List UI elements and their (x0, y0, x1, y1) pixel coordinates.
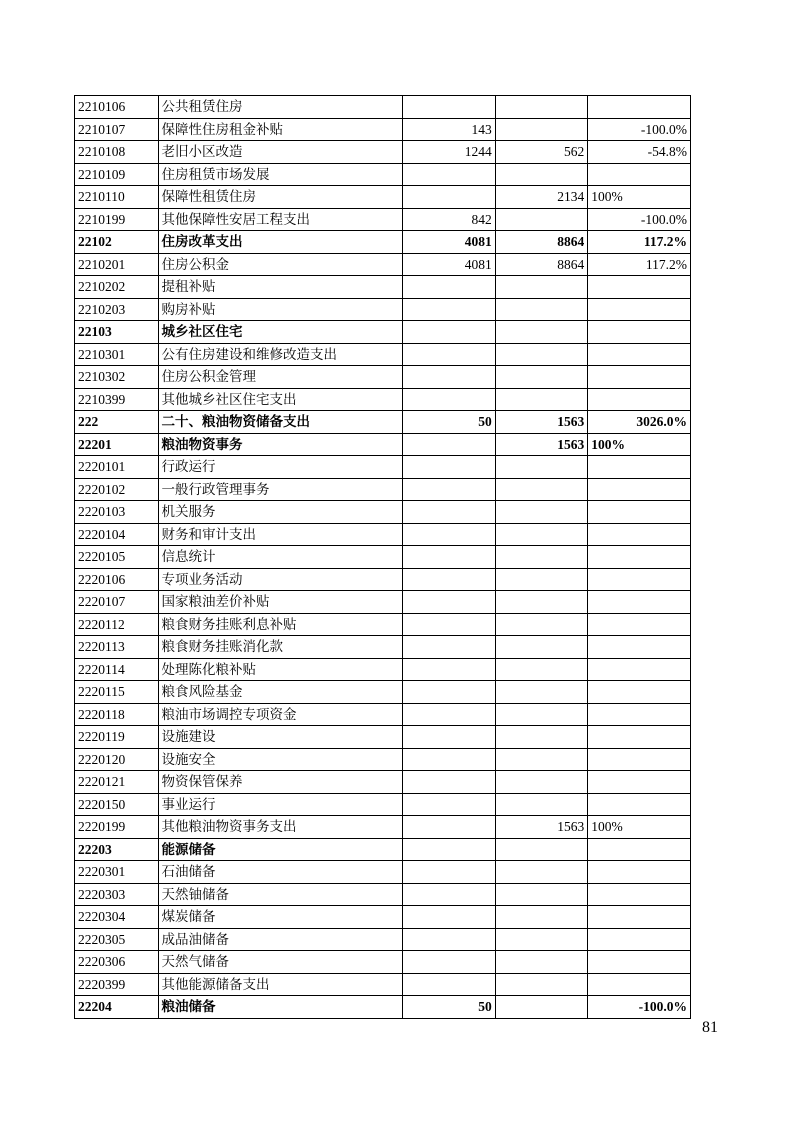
cell-name: 二十、粮油物资储备支出 (158, 411, 403, 434)
cell-change-rate (588, 861, 691, 884)
table-row (75, 726, 691, 749)
cell-code: 2210109 (75, 163, 159, 186)
cell-amount-prev (403, 343, 496, 366)
cell-change-rate (588, 973, 691, 996)
table-row (75, 163, 691, 186)
table-row (75, 523, 691, 546)
budget-table (74, 95, 691, 1019)
table-row (75, 253, 691, 276)
cell-change-rate: 117.2% (588, 253, 691, 276)
cell-amount-curr (495, 456, 588, 479)
cell-code: 2220399 (75, 973, 159, 996)
table-row (75, 321, 691, 344)
cell-amount-curr (495, 298, 588, 321)
table-row (75, 568, 691, 591)
cell-name: 老旧小区改造 (158, 141, 403, 164)
cell-code: 2220101 (75, 456, 159, 479)
cell-amount-prev (403, 838, 496, 861)
cell-name: 购房补贴 (158, 298, 403, 321)
cell-change-rate (588, 591, 691, 614)
cell-amount-prev (403, 478, 496, 501)
cell-change-rate: 3026.0% (588, 411, 691, 434)
cell-amount-curr (495, 996, 588, 1019)
table-row (75, 748, 691, 771)
cell-amount-prev (403, 928, 496, 951)
cell-name: 其他城乡社区住宅支出 (158, 388, 403, 411)
cell-name: 公有住房建设和维修改造支出 (158, 343, 403, 366)
cell-amount-curr (495, 118, 588, 141)
cell-change-rate (588, 321, 691, 344)
cell-amount-prev (403, 816, 496, 839)
cell-amount-curr (495, 208, 588, 231)
cell-code: 2210107 (75, 118, 159, 141)
cell-amount-prev (403, 186, 496, 209)
cell-amount-curr (495, 703, 588, 726)
cell-amount-prev (403, 726, 496, 749)
cell-code: 2220301 (75, 861, 159, 884)
cell-code: 2220121 (75, 771, 159, 794)
cell-name: 保障性住房租金补贴 (158, 118, 403, 141)
cell-code: 2210301 (75, 343, 159, 366)
cell-amount-prev: 50 (403, 411, 496, 434)
cell-name: 住房公积金 (158, 253, 403, 276)
cell-name: 粮油物资事务 (158, 433, 403, 456)
cell-name: 粮食风险基金 (158, 681, 403, 704)
cell-amount-prev (403, 703, 496, 726)
cell-amount-prev (403, 613, 496, 636)
cell-amount-prev (403, 861, 496, 884)
cell-amount-prev (403, 636, 496, 659)
cell-amount-prev (403, 951, 496, 974)
cell-amount-curr (495, 951, 588, 974)
table-row (75, 906, 691, 929)
cell-amount-curr (495, 613, 588, 636)
table-row (75, 793, 691, 816)
table-row (75, 681, 691, 704)
cell-name: 天然铀储备 (158, 883, 403, 906)
cell-amount-curr (495, 771, 588, 794)
table-row (75, 591, 691, 614)
cell-change-rate (588, 771, 691, 794)
table-row (75, 433, 691, 456)
cell-code: 2220119 (75, 726, 159, 749)
cell-change-rate (588, 298, 691, 321)
cell-code: 2210110 (75, 186, 159, 209)
table-row (75, 636, 691, 659)
cell-code: 22203 (75, 838, 159, 861)
cell-amount-curr (495, 276, 588, 299)
cell-code: 2220120 (75, 748, 159, 771)
table-row (75, 411, 691, 434)
cell-name: 粮食财务挂账消化款 (158, 636, 403, 659)
cell-amount-curr (495, 546, 588, 569)
table-row (75, 816, 691, 839)
cell-amount-curr (495, 96, 588, 119)
cell-amount-curr (495, 928, 588, 951)
table-row (75, 186, 691, 209)
cell-name: 成品油储备 (158, 928, 403, 951)
cell-code: 2210202 (75, 276, 159, 299)
cell-change-rate: -54.8% (588, 141, 691, 164)
cell-amount-prev (403, 388, 496, 411)
cell-code: 2210106 (75, 96, 159, 119)
cell-name: 住房租赁市场发展 (158, 163, 403, 186)
cell-change-rate (588, 568, 691, 591)
cell-change-rate (588, 276, 691, 299)
cell-amount-curr (495, 793, 588, 816)
cell-code: 22201 (75, 433, 159, 456)
cell-change-rate (588, 928, 691, 951)
cell-name: 国家粮油差价补贴 (158, 591, 403, 614)
table-body (75, 96, 691, 1019)
cell-code: 2220114 (75, 658, 159, 681)
cell-name: 一般行政管理事务 (158, 478, 403, 501)
table-row (75, 96, 691, 119)
cell-code: 2220305 (75, 928, 159, 951)
cell-amount-curr: 1563 (495, 816, 588, 839)
table-row (75, 928, 691, 951)
cell-code: 2220306 (75, 951, 159, 974)
table-row (75, 478, 691, 501)
cell-code: 2220303 (75, 883, 159, 906)
cell-change-rate (588, 838, 691, 861)
cell-amount-prev (403, 906, 496, 929)
cell-amount-curr (495, 861, 588, 884)
cell-name: 粮油储备 (158, 996, 403, 1019)
table-row (75, 501, 691, 524)
cell-code: 2220150 (75, 793, 159, 816)
table-row (75, 141, 691, 164)
cell-name: 石油储备 (158, 861, 403, 884)
page-number: 81 (702, 1019, 718, 1036)
cell-code: 2210203 (75, 298, 159, 321)
cell-amount-curr (495, 523, 588, 546)
cell-change-rate (588, 658, 691, 681)
cell-code: 2210302 (75, 366, 159, 389)
cell-amount-curr: 2134 (495, 186, 588, 209)
cell-amount-curr (495, 591, 588, 614)
cell-amount-curr (495, 726, 588, 749)
cell-code: 2220104 (75, 523, 159, 546)
cell-change-rate: 100% (588, 816, 691, 839)
cell-amount-curr (495, 343, 588, 366)
cell-amount-prev (403, 276, 496, 299)
table-row (75, 973, 691, 996)
cell-amount-prev (403, 658, 496, 681)
cell-change-rate: 100% (588, 433, 691, 456)
cell-amount-prev (403, 96, 496, 119)
cell-change-rate (588, 681, 691, 704)
cell-amount-prev (403, 591, 496, 614)
table-row (75, 883, 691, 906)
cell-amount-curr (495, 658, 588, 681)
cell-code: 2220304 (75, 906, 159, 929)
cell-amount-curr (495, 748, 588, 771)
cell-change-rate (588, 636, 691, 659)
cell-name: 粮食财务挂账利息补贴 (158, 613, 403, 636)
cell-name: 住房公积金管理 (158, 366, 403, 389)
cell-amount-prev (403, 433, 496, 456)
cell-amount-prev: 4081 (403, 231, 496, 254)
cell-amount-prev (403, 748, 496, 771)
table-row (75, 703, 691, 726)
cell-amount-prev (403, 523, 496, 546)
cell-change-rate (588, 456, 691, 479)
table-row (75, 208, 691, 231)
cell-name: 物资保管保养 (158, 771, 403, 794)
table-row (75, 456, 691, 479)
cell-code: 2220103 (75, 501, 159, 524)
cell-code: 2210399 (75, 388, 159, 411)
cell-change-rate: -100.0% (588, 996, 691, 1019)
table-row (75, 366, 691, 389)
cell-change-rate (588, 96, 691, 119)
cell-amount-curr (495, 163, 588, 186)
cell-amount-prev: 143 (403, 118, 496, 141)
cell-code: 22204 (75, 996, 159, 1019)
cell-name: 保障性租赁住房 (158, 186, 403, 209)
cell-amount-prev (403, 771, 496, 794)
table-row (75, 861, 691, 884)
cell-name: 专项业务活动 (158, 568, 403, 591)
cell-change-rate (588, 546, 691, 569)
cell-name: 设施安全 (158, 748, 403, 771)
table-row (75, 996, 691, 1019)
cell-name: 行政运行 (158, 456, 403, 479)
cell-change-rate (588, 906, 691, 929)
table-row (75, 388, 691, 411)
cell-amount-prev: 842 (403, 208, 496, 231)
cell-code: 2220115 (75, 681, 159, 704)
table-row (75, 546, 691, 569)
cell-amount-curr (495, 973, 588, 996)
cell-amount-curr: 1563 (495, 433, 588, 456)
cell-name: 能源储备 (158, 838, 403, 861)
cell-amount-curr (495, 478, 588, 501)
cell-code: 2220112 (75, 613, 159, 636)
cell-change-rate: -100.0% (588, 118, 691, 141)
cell-change-rate (588, 703, 691, 726)
table-row (75, 658, 691, 681)
cell-amount-curr: 8864 (495, 253, 588, 276)
cell-name: 其他能源储备支出 (158, 973, 403, 996)
cell-name: 天然气储备 (158, 951, 403, 974)
cell-amount-curr: 8864 (495, 231, 588, 254)
cell-amount-curr: 1563 (495, 411, 588, 434)
cell-amount-prev (403, 973, 496, 996)
cell-code: 2220113 (75, 636, 159, 659)
table-row (75, 343, 691, 366)
cell-change-rate (588, 388, 691, 411)
cell-amount-curr (495, 883, 588, 906)
cell-amount-curr (495, 388, 588, 411)
cell-name: 公共租赁住房 (158, 96, 403, 119)
cell-change-rate (588, 343, 691, 366)
cell-code: 2210108 (75, 141, 159, 164)
cell-amount-curr (495, 838, 588, 861)
cell-name: 其他保障性安居工程支出 (158, 208, 403, 231)
cell-name: 设施建设 (158, 726, 403, 749)
table-row (75, 613, 691, 636)
cell-code: 222 (75, 411, 159, 434)
cell-name: 住房改革支出 (158, 231, 403, 254)
cell-code: 22102 (75, 231, 159, 254)
cell-code: 2210201 (75, 253, 159, 276)
cell-name: 其他粮油物资事务支出 (158, 816, 403, 839)
cell-change-rate (588, 523, 691, 546)
cell-change-rate (588, 726, 691, 749)
cell-name: 粮油市场调控专项资金 (158, 703, 403, 726)
cell-amount-curr (495, 568, 588, 591)
cell-code: 2220106 (75, 568, 159, 591)
cell-change-rate: 100% (588, 186, 691, 209)
table-row (75, 771, 691, 794)
cell-change-rate (588, 748, 691, 771)
table-row (75, 838, 691, 861)
cell-name: 提租补贴 (158, 276, 403, 299)
cell-amount-prev (403, 681, 496, 704)
cell-name: 城乡社区住宅 (158, 321, 403, 344)
cell-code: 22103 (75, 321, 159, 344)
cell-amount-curr (495, 906, 588, 929)
cell-change-rate (588, 366, 691, 389)
cell-amount-prev (403, 546, 496, 569)
cell-amount-prev (403, 793, 496, 816)
cell-change-rate (588, 613, 691, 636)
table-row (75, 276, 691, 299)
cell-amount-prev (403, 456, 496, 479)
cell-amount-prev (403, 321, 496, 344)
cell-amount-curr (495, 681, 588, 704)
cell-code: 2220102 (75, 478, 159, 501)
cell-amount-prev (403, 366, 496, 389)
cell-change-rate (588, 883, 691, 906)
table-row (75, 298, 691, 321)
cell-amount-prev: 50 (403, 996, 496, 1019)
cell-code: 2220199 (75, 816, 159, 839)
cell-amount-prev (403, 163, 496, 186)
cell-amount-curr (495, 501, 588, 524)
cell-change-rate: 117.2% (588, 231, 691, 254)
cell-name: 煤炭储备 (158, 906, 403, 929)
cell-amount-prev (403, 501, 496, 524)
cell-change-rate (588, 793, 691, 816)
cell-name: 处理陈化粮补贴 (158, 658, 403, 681)
cell-name: 财务和审计支出 (158, 523, 403, 546)
cell-code: 2210199 (75, 208, 159, 231)
cell-name: 信息统计 (158, 546, 403, 569)
cell-amount-curr (495, 366, 588, 389)
cell-change-rate (588, 478, 691, 501)
cell-amount-prev (403, 883, 496, 906)
table-row (75, 231, 691, 254)
table-row (75, 951, 691, 974)
cell-amount-prev: 1244 (403, 141, 496, 164)
cell-code: 2220118 (75, 703, 159, 726)
cell-change-rate (588, 501, 691, 524)
cell-amount-curr (495, 636, 588, 659)
cell-name: 事业运行 (158, 793, 403, 816)
cell-change-rate (588, 163, 691, 186)
cell-change-rate (588, 951, 691, 974)
cell-amount-prev (403, 568, 496, 591)
table-row (75, 118, 691, 141)
cell-amount-curr (495, 321, 588, 344)
cell-code: 2220107 (75, 591, 159, 614)
cell-code: 2220105 (75, 546, 159, 569)
cell-amount-prev (403, 298, 496, 321)
cell-amount-curr: 562 (495, 141, 588, 164)
cell-change-rate: -100.0% (588, 208, 691, 231)
cell-amount-prev: 4081 (403, 253, 496, 276)
cell-name: 机关服务 (158, 501, 403, 524)
